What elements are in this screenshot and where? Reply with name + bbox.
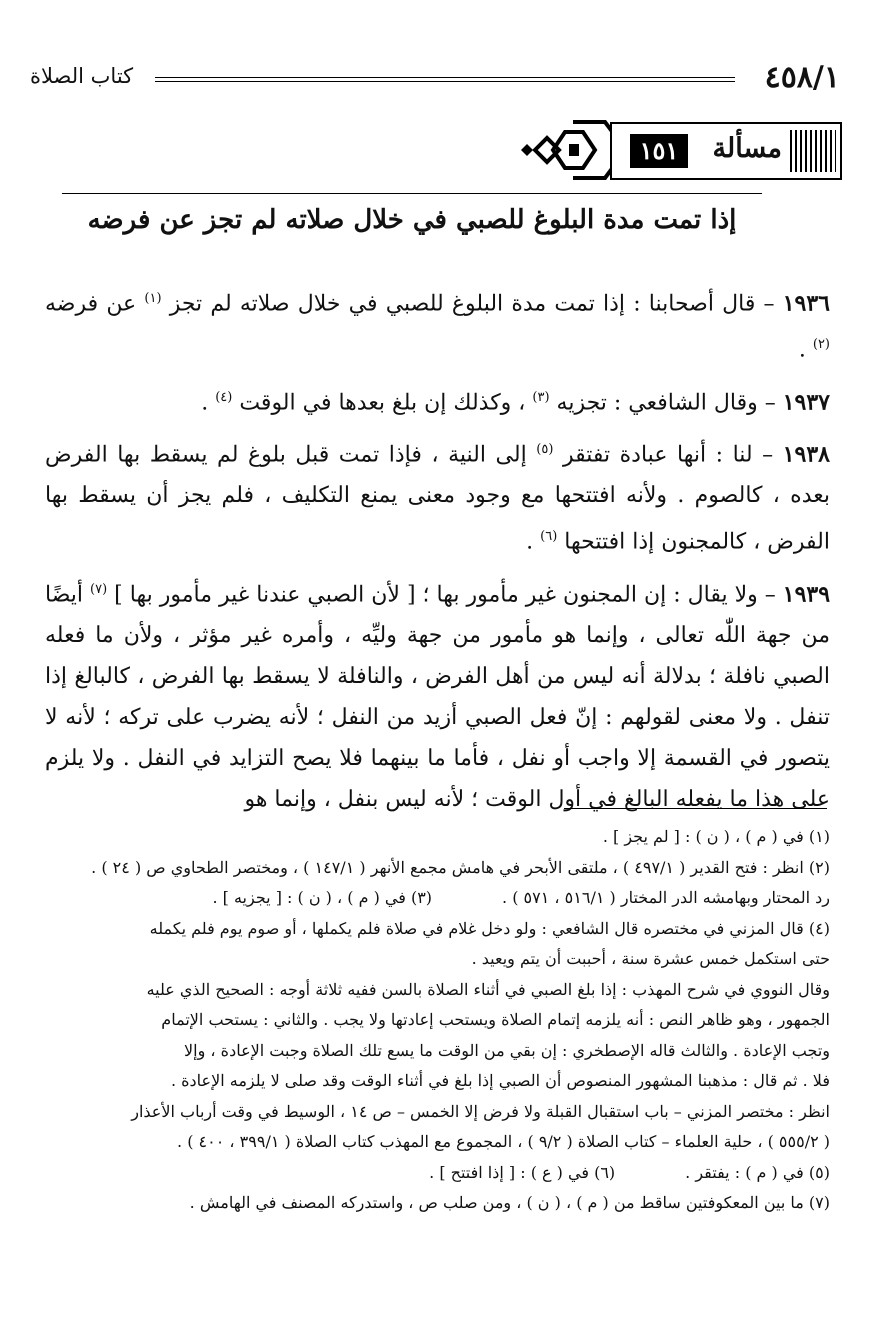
paragraph-1938 bbox=[45, 429, 830, 563]
footnote-ref: (٦) bbox=[540, 529, 558, 545]
footnote-4-cont: الجمهور ، وهو ظاهر النص : أنه يلزمه إتمام الصلاة ويستحب إعادتها ولا يجب . والثاني : يستحب الإتمام bbox=[161, 1010, 830, 1029]
footnote-4-cont: ( ٥٥٥/٢ ) ، حلية العلماء – كتاب الصلاة ( ٩/٢ ) ، المجموع مع المهذب كتاب الصلاة ( ٣٩٩/١ ، ٤٠٠ ) . bbox=[177, 1132, 830, 1151]
footnote-ref: (٢) bbox=[812, 337, 830, 353]
header-rule bbox=[155, 77, 735, 82]
paragraph-number: ١٩٣٧ bbox=[782, 388, 830, 415]
footnote-1: (١) في ( م ) ، ( ن ) : [ لم يجز ] . bbox=[602, 827, 830, 846]
footnote-ref: (٣) bbox=[532, 389, 550, 405]
paragraph-text: أيضًا من جهة اللّٰه تعالى ، وإنما هو مأمور من جهة وليِّه ، وأمره غير مؤثر ، ولأن ما فعله الصبي نافلة ؛ بدلالة أنه ليس من أهل الفرض ، والنافلة لا يسقط بها الفرض ، كالبالغ إذا تنفل . ولا معنى لقولهم : إنّ فعل الصبي أزيد من النفل ؛ لأنه يضرب على تركه ؛ لأنه لا يتصور في القسمة إلا واجب أو نفل ، فأما ما بينهما فلا يصح التزايد في النفل . ولا يلزم على هذا ما يفعله البالغ في أول الوقت ؛ لأنه ليس بنفل ، وإنما هو bbox=[45, 581, 830, 812]
footnote-4-cont: فلا . ثم قال : مذهبنا المشهور المنصوص أن الصبي إذا بلغ في أثناء الوقت وقد صلى لا يلزمه الإعادة . bbox=[171, 1071, 830, 1090]
footnote-ref: (١) bbox=[144, 291, 162, 306]
paragraph-text: – ولا يقال : إن المجنون غير مأمور بها ؛ [ لأن الصبي عندنا غير مأمور بها ] bbox=[107, 581, 783, 607]
paragraph-number: ١٩٣٩ bbox=[782, 580, 831, 607]
page-number: ٤٥٨/١ bbox=[764, 60, 840, 95]
paragraph-1937 bbox=[45, 377, 830, 423]
footnotes bbox=[45, 822, 830, 1219]
footnote-2: (٢) انظر : فتح القدير ( ٤٩٧/١ ) ، ملتقى الأبحر في هامش مجمع الأنهر ( ١٤٧/١ ) ، ومختصر الطحاوي ص ( ٢٤ ) . bbox=[91, 857, 830, 877]
banner-frame bbox=[610, 122, 842, 180]
footnote-ref: (٧) bbox=[90, 581, 108, 597]
footnote-line bbox=[45, 1158, 830, 1189]
footnote-5: (٥) في ( م ) : يفتقر . bbox=[685, 1162, 830, 1182]
paragraph-text: . bbox=[798, 337, 813, 363]
issue-number: ١٥١ bbox=[630, 134, 688, 168]
issue-title: إذا تمت مدة البلوغ للصبي في خلال صلاته لم تجز عن فرضه bbox=[87, 205, 737, 235]
footnote-4-cont: حتى استكمل خمس عشرة سنة ، أحببت أن يتم ويعيد . bbox=[471, 949, 830, 968]
footnote-3: (٣) في ( م ) ، ( ن ) : [ يجزيه ] . bbox=[212, 888, 433, 907]
footnote-line bbox=[45, 883, 830, 914]
footnote-ref: (٤) bbox=[215, 389, 233, 405]
footnote-4-cont: وتجب الإعادة . والثالث قاله الإصطخري : إن بقي من الوقت ما يسع تلك الصلاة وجبت الإعادة ، وإلا bbox=[184, 1040, 830, 1060]
paragraph-text: – لنا : أنها عبادة تفتقر bbox=[553, 442, 783, 468]
paragraph-text: . bbox=[526, 529, 541, 555]
footnote-ref: (٥) bbox=[536, 441, 554, 457]
footnote-4-cont: انظر : مختصر المزني – باب استقبال القبلة ولا فرض إلا الخمس – ص ١٤ ، الوسيط في وقت أرباب الأعذار bbox=[131, 1101, 830, 1121]
paragraph-1939 bbox=[45, 569, 830, 820]
issue-banner bbox=[515, 118, 845, 183]
paragraph-text: عن فرضه bbox=[45, 291, 145, 317]
paragraph-text: ، وكذلك إن بلغ بعدها في الوقت bbox=[232, 389, 533, 415]
main-text bbox=[45, 278, 830, 826]
geometric-ornament-icon bbox=[515, 118, 625, 183]
paragraph-text: إلى النية ، فإذا تمت قبل بلوغ لم يسقط بها الفرض بعده ، كالصوم . ولأنه افتتحها مع وجود معنى يمنع التكليف ، فلم يجز أن يسقط بها الفرض ، كالمجنون إذا افتتحها bbox=[45, 442, 830, 555]
paragraph-number: ١٩٣٨ bbox=[782, 441, 830, 468]
paragraph-1936 bbox=[45, 278, 830, 371]
footnote-2-cont: رد المحتار وبهامشه الدر المختار ( ٥١٦/١ ، ٥٧١ ) . bbox=[502, 888, 830, 907]
issue-label: مسألة bbox=[712, 133, 782, 164]
footnote-rule bbox=[564, 808, 827, 809]
paragraph-text: – وقال الشافعي : تجزيه bbox=[549, 389, 783, 415]
running-header bbox=[30, 60, 840, 100]
paragraph-text: . bbox=[201, 389, 216, 415]
footnote-7: (٧) ما بين المعكوفتين ساقط من ( م ) ، ( ن ) ، ومن صلب ص ، واستدركه المصنف في الهامش . bbox=[189, 1193, 830, 1212]
paragraph-text: – قال أصحابنا : إذا تمت مدة البلوغ للصبي في خلال صلاته لم تجز bbox=[161, 291, 783, 317]
paragraph-number: ١٩٣٦ bbox=[782, 290, 830, 317]
book-title: كتاب الصلاة bbox=[30, 64, 134, 88]
striped-ornament bbox=[790, 130, 836, 172]
footnote-4: (٤) قال المزني في مختصره قال الشافعي : ولو دخل غلام في صلاة فلم يكملها ، أو صوم يوم فلم يكمله bbox=[149, 918, 830, 938]
footnote-6: (٦) في ( ع ) : [ إذا افتتح ] . bbox=[429, 1162, 616, 1182]
title-rule bbox=[62, 193, 762, 194]
footnote-4-cont: وقال النووي في شرح المهذب : إذا بلغ الصبي في أثناء الصلاة بالسن ففيه ثلاثة أوجه : الصحيح الذي عليه bbox=[146, 979, 830, 999]
